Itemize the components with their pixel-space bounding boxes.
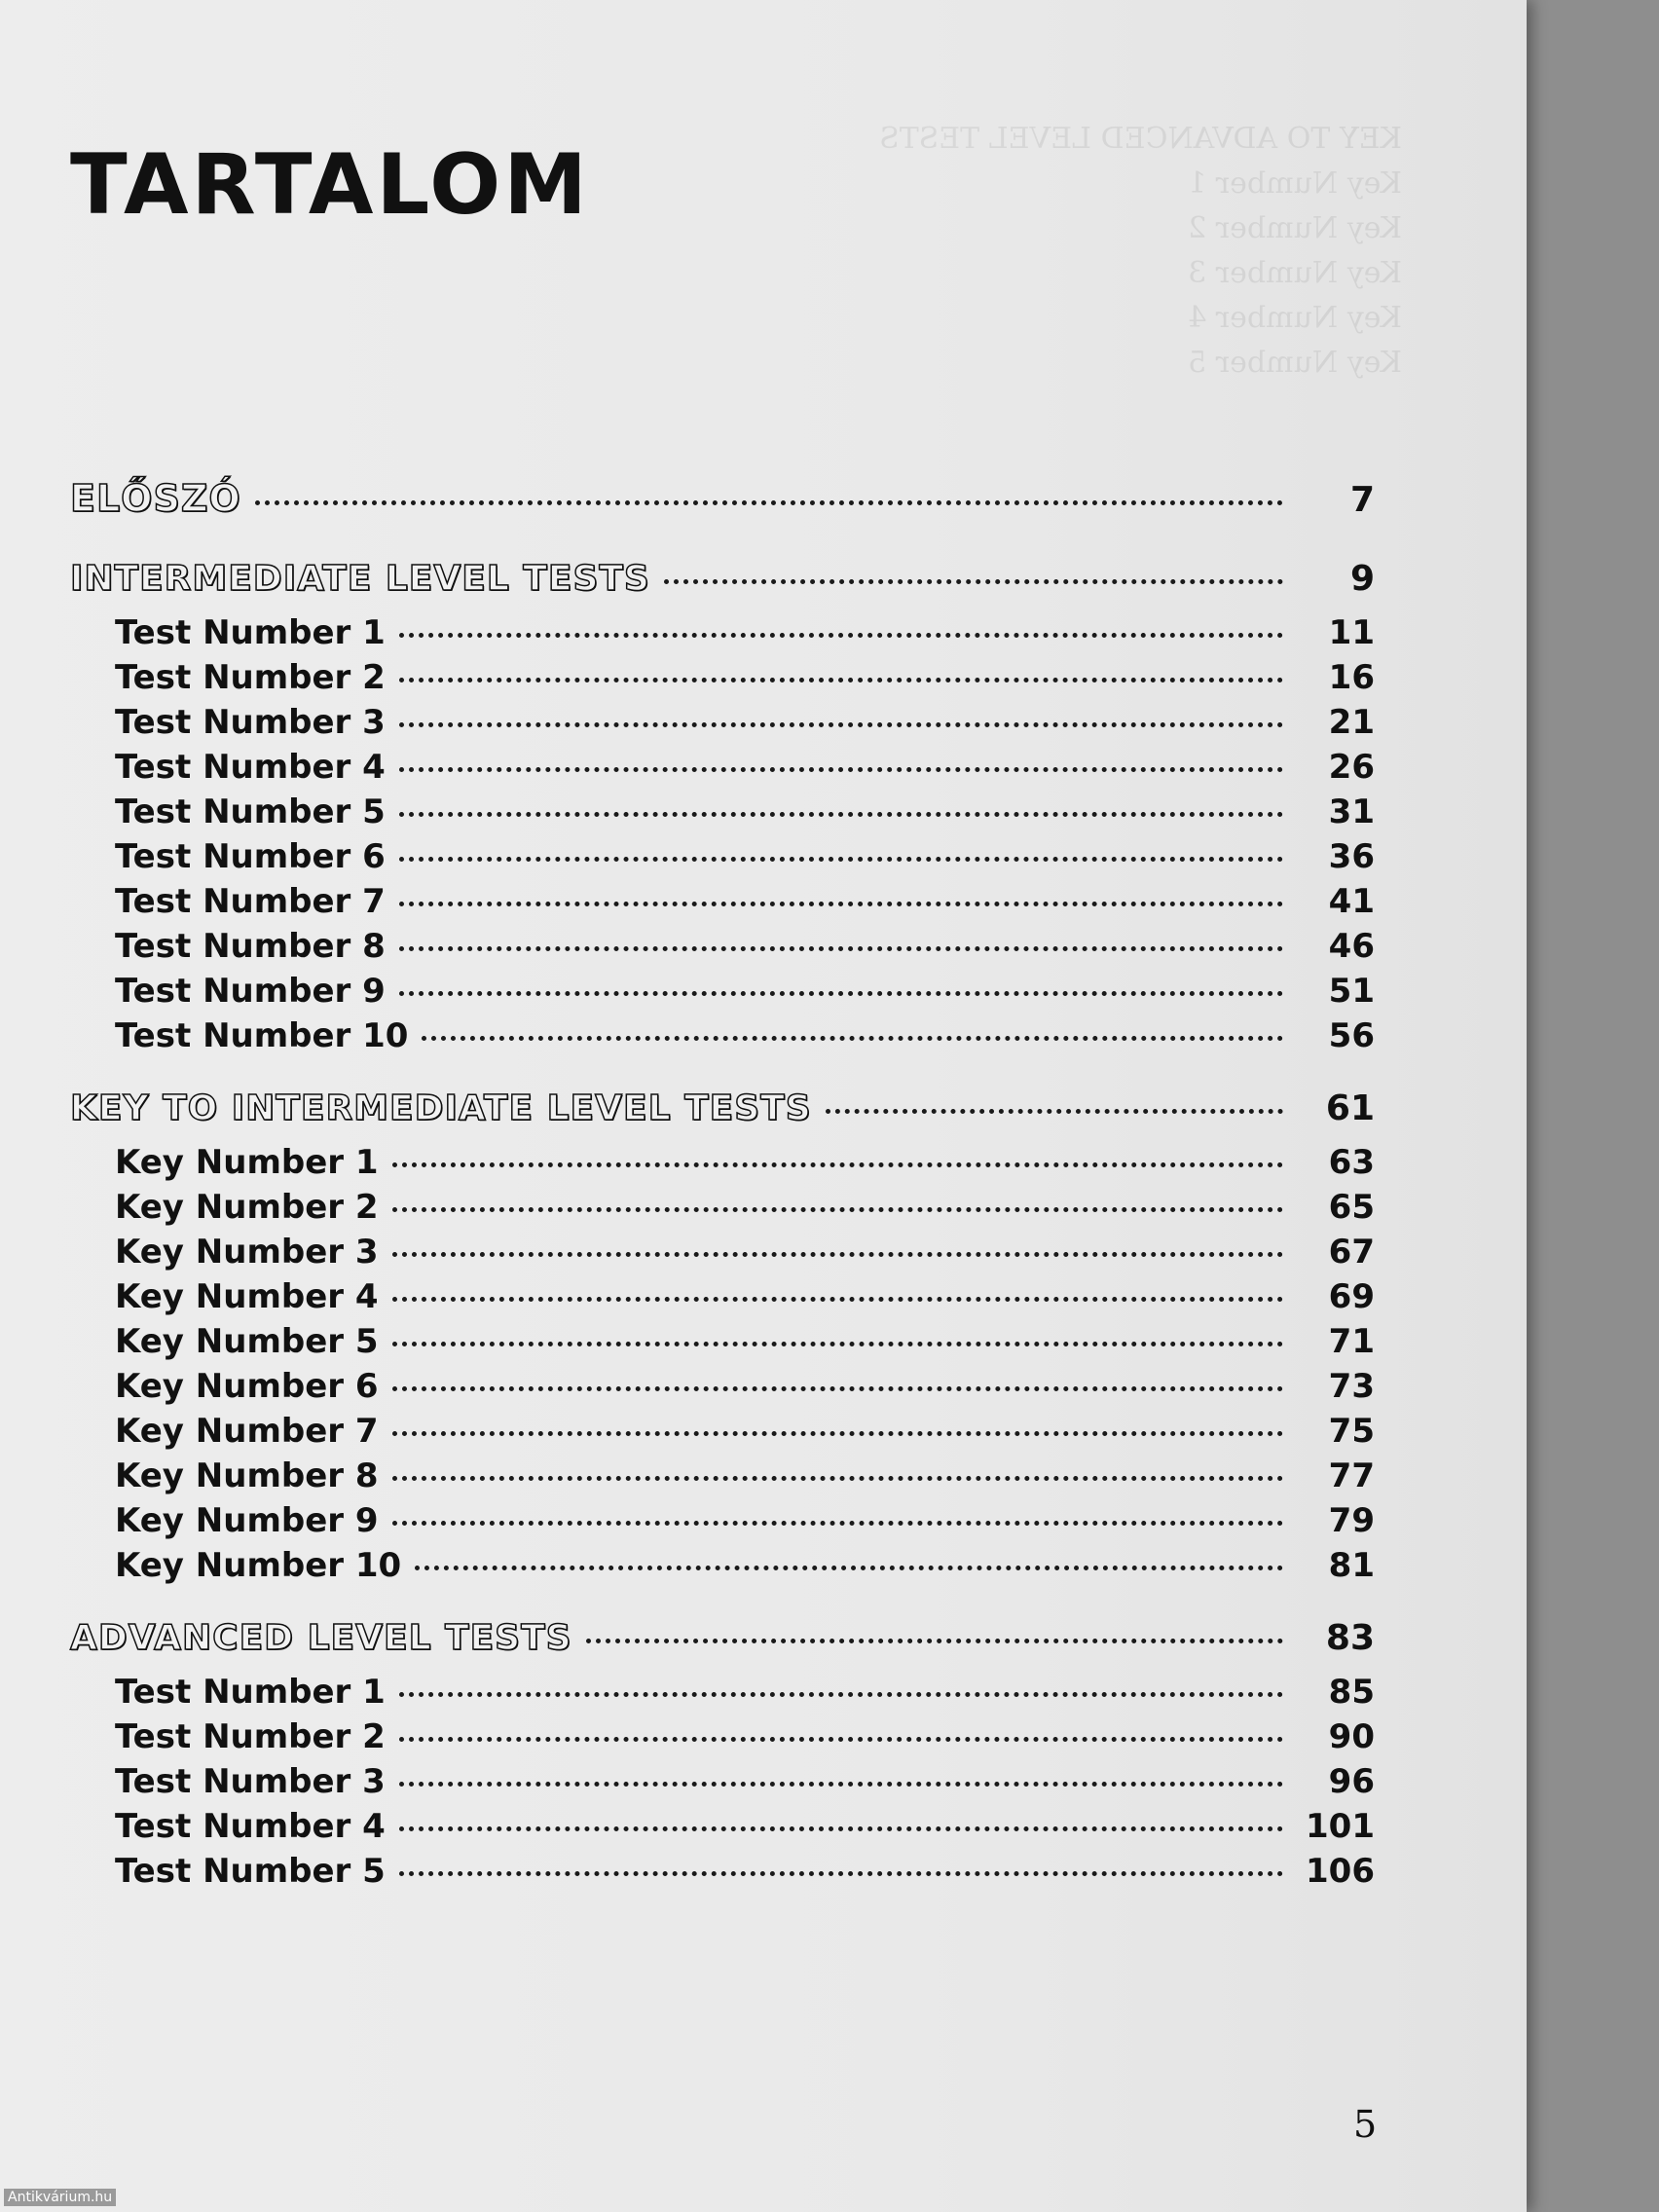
entry-page-number: 106 — [1306, 1852, 1375, 1891]
entry-page-number: 26 — [1328, 748, 1375, 787]
entry-label: Test Number 3 — [115, 1762, 386, 1801]
toc-entry — [70, 748, 1375, 793]
dot-leader — [399, 722, 1283, 727]
entry-label: Key Number 7 — [115, 1412, 379, 1451]
entry-label: Test Number 2 — [115, 658, 386, 697]
dot-leader — [399, 1692, 1283, 1697]
dot-leader — [826, 1109, 1283, 1114]
entry-page-number: 9 — [1349, 559, 1375, 599]
entry-page-number: 7 — [1349, 480, 1375, 520]
entry-page-number: 85 — [1328, 1673, 1375, 1712]
entry-label: ELŐSZÓ — [70, 477, 241, 520]
toc-entry — [70, 882, 1375, 927]
toc-entry — [70, 1456, 1375, 1501]
toc-entry — [70, 1188, 1375, 1233]
toc-section — [70, 1618, 1375, 1673]
dot-leader — [392, 1386, 1283, 1391]
entry-label: ADVANCED LEVEL TESTS — [70, 1618, 572, 1658]
toc-entry — [70, 1852, 1375, 1897]
toc-entry — [70, 1233, 1375, 1277]
entry-label: Key Number 1 — [115, 1143, 379, 1182]
entry-label: Test Number 7 — [115, 882, 386, 921]
entry-label: INTERMEDIATE LEVEL TESTS — [70, 559, 650, 599]
entry-label: Key Number 3 — [115, 1233, 379, 1272]
dot-leader — [392, 1162, 1283, 1167]
entry-page-number: 31 — [1328, 793, 1375, 831]
entry-page-number: 21 — [1328, 703, 1375, 742]
toc-entry — [70, 1367, 1375, 1412]
toc-section — [70, 1088, 1375, 1143]
dot-leader — [399, 1737, 1283, 1742]
toc-entry — [70, 1546, 1375, 1591]
entry-label: Key Number 2 — [115, 1188, 379, 1227]
dot-leader — [392, 1252, 1283, 1257]
bleed-line: KEY TO ADVANCED LEVEL TESTS — [879, 122, 1402, 156]
entry-page-number: 83 — [1325, 1618, 1375, 1658]
entry-label: Key Number 5 — [115, 1322, 379, 1361]
entry-page-number: 69 — [1328, 1277, 1375, 1316]
entry-label: Test Number 9 — [115, 972, 386, 1011]
entry-page-number: 67 — [1328, 1233, 1375, 1272]
dot-leader — [392, 1521, 1283, 1526]
toc-entry — [70, 1673, 1375, 1717]
entry-page-number: 71 — [1328, 1322, 1375, 1361]
entry-page-number: 65 — [1328, 1188, 1375, 1227]
entry-page-number: 73 — [1328, 1367, 1375, 1406]
toc-entry — [70, 658, 1375, 703]
entry-page-number: 51 — [1328, 972, 1375, 1011]
entry-page-number: 36 — [1328, 837, 1375, 876]
entry-page-number: 56 — [1328, 1016, 1375, 1055]
entry-label: Test Number 4 — [115, 748, 386, 787]
dot-leader — [399, 946, 1283, 951]
dot-leader — [415, 1566, 1283, 1570]
toc-entry — [70, 1277, 1375, 1322]
table-of-contents — [70, 477, 1375, 1897]
entry-label: Key Number 6 — [115, 1367, 379, 1406]
dot-leader — [399, 812, 1283, 817]
entry-page-number: 46 — [1328, 927, 1375, 966]
entry-page-number: 96 — [1328, 1762, 1375, 1801]
entry-label: Key Number 9 — [115, 1501, 379, 1540]
dot-leader — [399, 1826, 1283, 1831]
toc-entry — [70, 972, 1375, 1016]
dot-leader — [399, 991, 1283, 996]
toc-entry — [70, 1322, 1375, 1367]
entry-page-number: 63 — [1328, 1143, 1375, 1182]
entry-page-number: 61 — [1325, 1088, 1375, 1128]
toc-entry — [70, 1016, 1375, 1061]
entry-label: Key Number 10 — [115, 1546, 402, 1585]
entry-page-number: 77 — [1328, 1456, 1375, 1495]
toc-entry — [70, 793, 1375, 837]
dot-leader — [399, 1871, 1283, 1876]
entry-label: Test Number 2 — [115, 1717, 386, 1756]
entry-page-number: 81 — [1328, 1546, 1375, 1585]
toc-entry — [70, 1143, 1375, 1188]
toc-entry — [70, 1717, 1375, 1762]
entry-page-number: 11 — [1328, 613, 1375, 652]
dot-leader — [255, 500, 1283, 505]
dot-leader — [399, 857, 1283, 862]
dot-leader — [392, 1342, 1283, 1346]
bleed-line: Key Number 1 — [1188, 166, 1402, 201]
entry-label: Test Number 8 — [115, 927, 386, 966]
dot-leader — [399, 633, 1283, 638]
entry-label: Key Number 8 — [115, 1456, 379, 1495]
entry-label: Test Number 10 — [115, 1016, 409, 1055]
entry-label: Test Number 4 — [115, 1807, 386, 1846]
dot-leader — [392, 1297, 1283, 1302]
dot-leader — [392, 1207, 1283, 1212]
toc-section — [70, 477, 1375, 532]
bleed-through-text — [701, 117, 1402, 386]
toc-entry — [70, 613, 1375, 658]
entry-label: Test Number 3 — [115, 703, 386, 742]
entry-label: Test Number 1 — [115, 1673, 386, 1712]
entry-page-number: 41 — [1328, 882, 1375, 921]
entry-page-number: 79 — [1328, 1501, 1375, 1540]
dot-leader — [399, 678, 1283, 682]
entry-page-number: 16 — [1328, 658, 1375, 697]
entry-page-number: 90 — [1328, 1717, 1375, 1756]
entry-label: KEY TO INTERMEDIATE LEVEL TESTS — [70, 1088, 812, 1128]
bleed-line: Key Number 4 — [1188, 301, 1402, 335]
toc-entry — [70, 1807, 1375, 1852]
entry-label: Test Number 1 — [115, 613, 386, 652]
entry-label: Key Number 4 — [115, 1277, 379, 1316]
bleed-line: Key Number 2 — [1188, 211, 1402, 245]
page-number: 5 — [1353, 2103, 1378, 2146]
dot-leader — [586, 1639, 1283, 1643]
toc-entry — [70, 837, 1375, 882]
toc-entry — [70, 1501, 1375, 1546]
toc-section — [70, 559, 1375, 613]
toc-entry — [70, 927, 1375, 972]
bleed-line: Key Number 3 — [1188, 256, 1402, 290]
entry-page-number: 75 — [1328, 1412, 1375, 1451]
toc-entry — [70, 1412, 1375, 1456]
entry-label: Test Number 6 — [115, 837, 386, 876]
entry-label: Test Number 5 — [115, 793, 386, 831]
page-title: TARTALOM — [70, 136, 590, 234]
dot-leader — [399, 902, 1283, 906]
dot-leader — [392, 1476, 1283, 1481]
toc-entry — [70, 1762, 1375, 1807]
dot-leader — [422, 1036, 1283, 1041]
dot-leader — [399, 1782, 1283, 1787]
dot-leader — [399, 767, 1283, 772]
entry-label: Test Number 5 — [115, 1852, 386, 1891]
bleed-line: Key Number 5 — [1188, 346, 1402, 380]
entry-page-number: 101 — [1306, 1807, 1375, 1846]
watermark: Antikvárium.hu — [4, 2189, 116, 2206]
dot-leader — [664, 579, 1283, 584]
dot-leader — [392, 1431, 1283, 1436]
toc-entry — [70, 703, 1375, 748]
